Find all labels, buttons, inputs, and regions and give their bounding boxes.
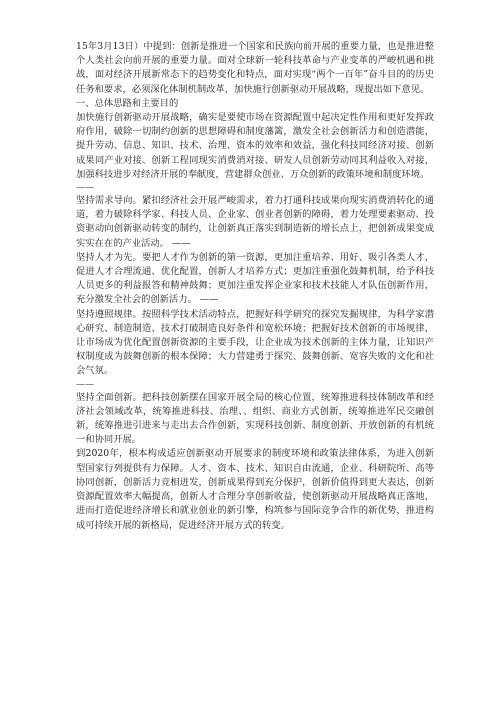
separator-dash: —— [76, 379, 94, 390]
separator-dash: —— [76, 183, 94, 194]
intro-paragraph: 15年3月13日）中提到：创新是推进一个国家和民族向前开展的重要力量，也是推进整个人类社会向前开展的重要力量。面对全球新一轮科技革命与产业变革的严峻机遇和挑战，面对经济开展新常态下的趋势变化和特点，面对实现“两个一百年”奋斗目的的历史任务和要求，必须深化体制机制改革，加快施行创新驱动开展战略，现提出如下意见。 [76, 41, 434, 95]
principle-talent-first: 坚持人才为先。要把人才作为创新的第一资源，更加注重培养、用好、吸引各类人才，促进人才合理流通、优化配置，创新人才培养方式；更加注重强化鼓舞机制，给予科技人员更多的利益报答和精神鼓舞；更加注重发挥企业家和技术技能人才队伍创新作用，充分激发全社会的创新活力。 —— [76, 251, 434, 306]
section-heading: 一、总体思路和主要目的 [76, 97, 179, 109]
principle-demand-orientation: 坚持需求导向。紧扣经济社会开展严峻需求，着力打通科技成果向现实消费消转化的通道，着力破除科学家、科技人员、企业家、创业者创新的障碍，着力处理要素驱动、投资驱动向创新驱动转变的制约，让创新真正落实到制造新的增长点上，把创新成果变成实实在在的产业活动。 —— [76, 195, 434, 249]
section-body-paragraph: 加快施行创新驱动开展战略，确实是要使市场在资源配置中起决定性作用和更好发挥政府作用，破除一切制约创新的思想障碍和制度藩篱，激发全社会创新活力和创造潜能，提升劳动、信息、知识、技术、治理、资本的效率和效益，强化科技同经济对接、创新成果同产业对接、创新工程同现实消费消对接、研发人员创新劳动同其利益收入对接，加强科技进步对经济开展的奉献度，营建群众创业、万众创新的政策环境和制度环境。 [76, 112, 434, 180]
document-page [76, 40, 434, 533]
principle-follow-rules: 坚持遵照规律。按照科学技术活动特点，把握好科学研究的探究发掘规律，为科学家潜心研究、制造制造、技术打破制造良好条件和宽松环境；把握好技术创新的市场规律，让市场成为优化配置创新资源的主要手段，让企业成为技术创新的主体力量，让知识产权制度成为鼓舞创新的根本保障；大力营建勇于探究、鼓舞创新、宽容失败的文化和社会气氛。 [76, 308, 434, 377]
goals-paragraph: 到2020年，根本构成适应创新驱动开展要求的制度环境和政策法律体系，为进入创新型国家行列提供有力保障。人才、资本、技术、知识自由流通，企业、科研院所、高等协同创新，创新活力竞相迸发，创新成果得到充分保护，创新价值得到更大表达，创新资源配置效率大幅提高，创新人才合理分享创新收益，使创新驱动开展战略真正落地，进而打造促进经济增长和就业创业的新引擎，构筑参与国际竞争合作的新优势，推进构成可持续开展的新格局，促进经济开展方式的转变。 [76, 448, 434, 531]
principle-comprehensive-innovation: 坚持全面创新。把科技创新摆在国家开展全局的核心位置，统筹推进科技体制改革和经济社会领域改革，统筹推进科技、治理、、组织、商业方式创新，统筹推进军民交融创新，统筹推进引进来与走出去合作创新，实现科技创新、制度创新、开放创新的有机统一和协同开展。 [76, 391, 434, 446]
